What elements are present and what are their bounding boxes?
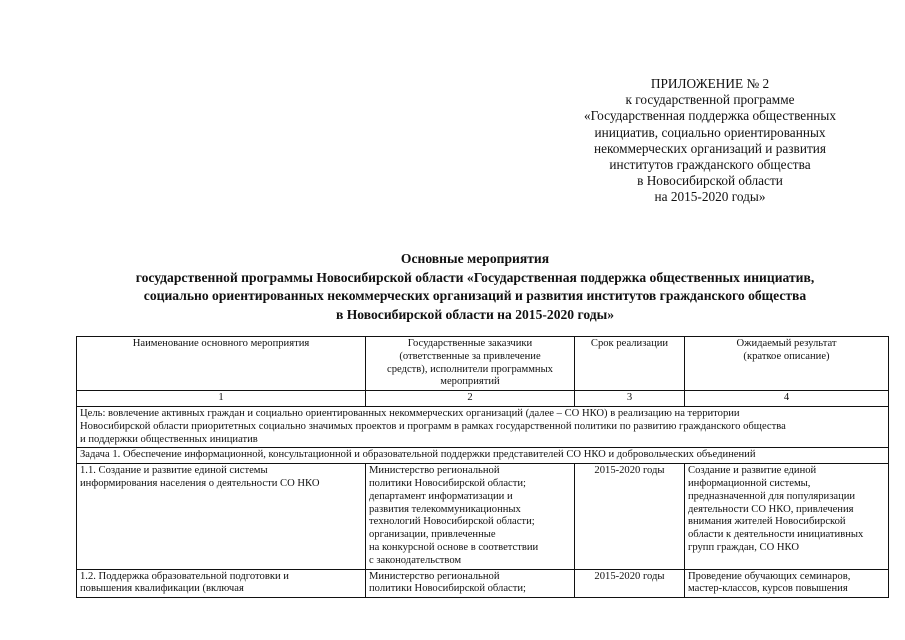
result-cell: Создание и развитие единой информационной системы, предназначенной для популяризации деятельности СО НКО, привлечения внимания жителей Новосибирской области к деятельности инициативных групп граждан, СО НКО xyxy=(685,464,889,569)
customers-cell: Министерство региональной политики Новосибирской области; xyxy=(366,569,575,598)
header-cell-period: Срок реализации xyxy=(575,337,685,391)
appendix-line: ПРИЛОЖЕНИЕ № 2 xyxy=(650,76,770,91)
column-number: 1 xyxy=(77,391,366,407)
appendix-header xyxy=(560,76,860,206)
document-title xyxy=(0,250,905,324)
column-numbers-row xyxy=(77,391,889,407)
appendix-line: институтов гражданского общества xyxy=(609,157,811,173)
activities-table xyxy=(76,336,889,598)
goal-row xyxy=(77,406,889,447)
appendix-line: к государственной программе xyxy=(625,92,795,108)
table-header-row xyxy=(77,337,889,391)
task-cell: Задача 1. Обеспечение информационной, консультационной и образовательной поддержки представителей СО НКО и добровольческих объединений xyxy=(77,448,889,464)
appendix-line: в Новосибирской области xyxy=(637,173,783,189)
period-cell: 2015-2020 годы xyxy=(575,569,685,598)
title-line: в Новосибирской области на 2015-2020 годы» xyxy=(335,306,615,322)
column-number: 4 xyxy=(685,391,889,407)
header-cell-customers: Государственные заказчики (ответственные за привлечение средств), исполнители программных мероприятий xyxy=(366,337,575,391)
table-row xyxy=(77,464,889,569)
table-row xyxy=(77,569,889,598)
result-cell: Проведение обучающих семинаров, мастер-классов, курсов повышения xyxy=(685,569,889,598)
title-line: Основные мероприятия xyxy=(400,251,550,266)
appendix-line: инициатив, социально ориентированных xyxy=(594,124,826,140)
appendix-line: некоммерческих организаций и развития xyxy=(593,140,826,156)
column-number: 2 xyxy=(366,391,575,407)
title-line: государственной программы Новосибирской области «Государственная поддержка общественных инициатив, xyxy=(135,269,815,285)
title-line: социально ориентированных некоммерческих организаций и развития институтов гражданского общества xyxy=(143,288,807,303)
appendix-line: на 2015-2020 годы» xyxy=(654,189,766,205)
period-cell: 2015-2020 годы xyxy=(575,464,685,569)
column-number: 3 xyxy=(575,391,685,407)
goal-cell: Цель: вовлечение активных граждан и социально ориентированных некоммерческих организаций (далее – СО НКО) в реализацию на территории Новосибирской области приоритетных социально значимых проектов и программ в рамках государственной политики по развитию гражданского общества и поддержки общественных инициатив xyxy=(77,406,889,447)
customers-cell: Министерство региональной политики Новосибирской области; департамент информатизации и развития телекоммуникационных технологий Новосибирской области; организации, привлеченные на конкурсной основе в соответствии с законодательством xyxy=(366,464,575,569)
activity-name-cell: 1.1. Создание и развитие единой системы информирования населения о деятельности СО НКО xyxy=(77,464,366,569)
activity-name-cell: 1.2. Поддержка образовательной подготовки и повышения квалификации (включая xyxy=(77,569,366,598)
appendix-line: «Государственная поддержка общественных xyxy=(583,108,837,124)
header-cell-result: Ожидаемый результат (краткое описание) xyxy=(685,337,889,391)
task-row xyxy=(77,448,889,464)
header-cell-activity-name: Наименование основного мероприятия xyxy=(77,337,366,391)
